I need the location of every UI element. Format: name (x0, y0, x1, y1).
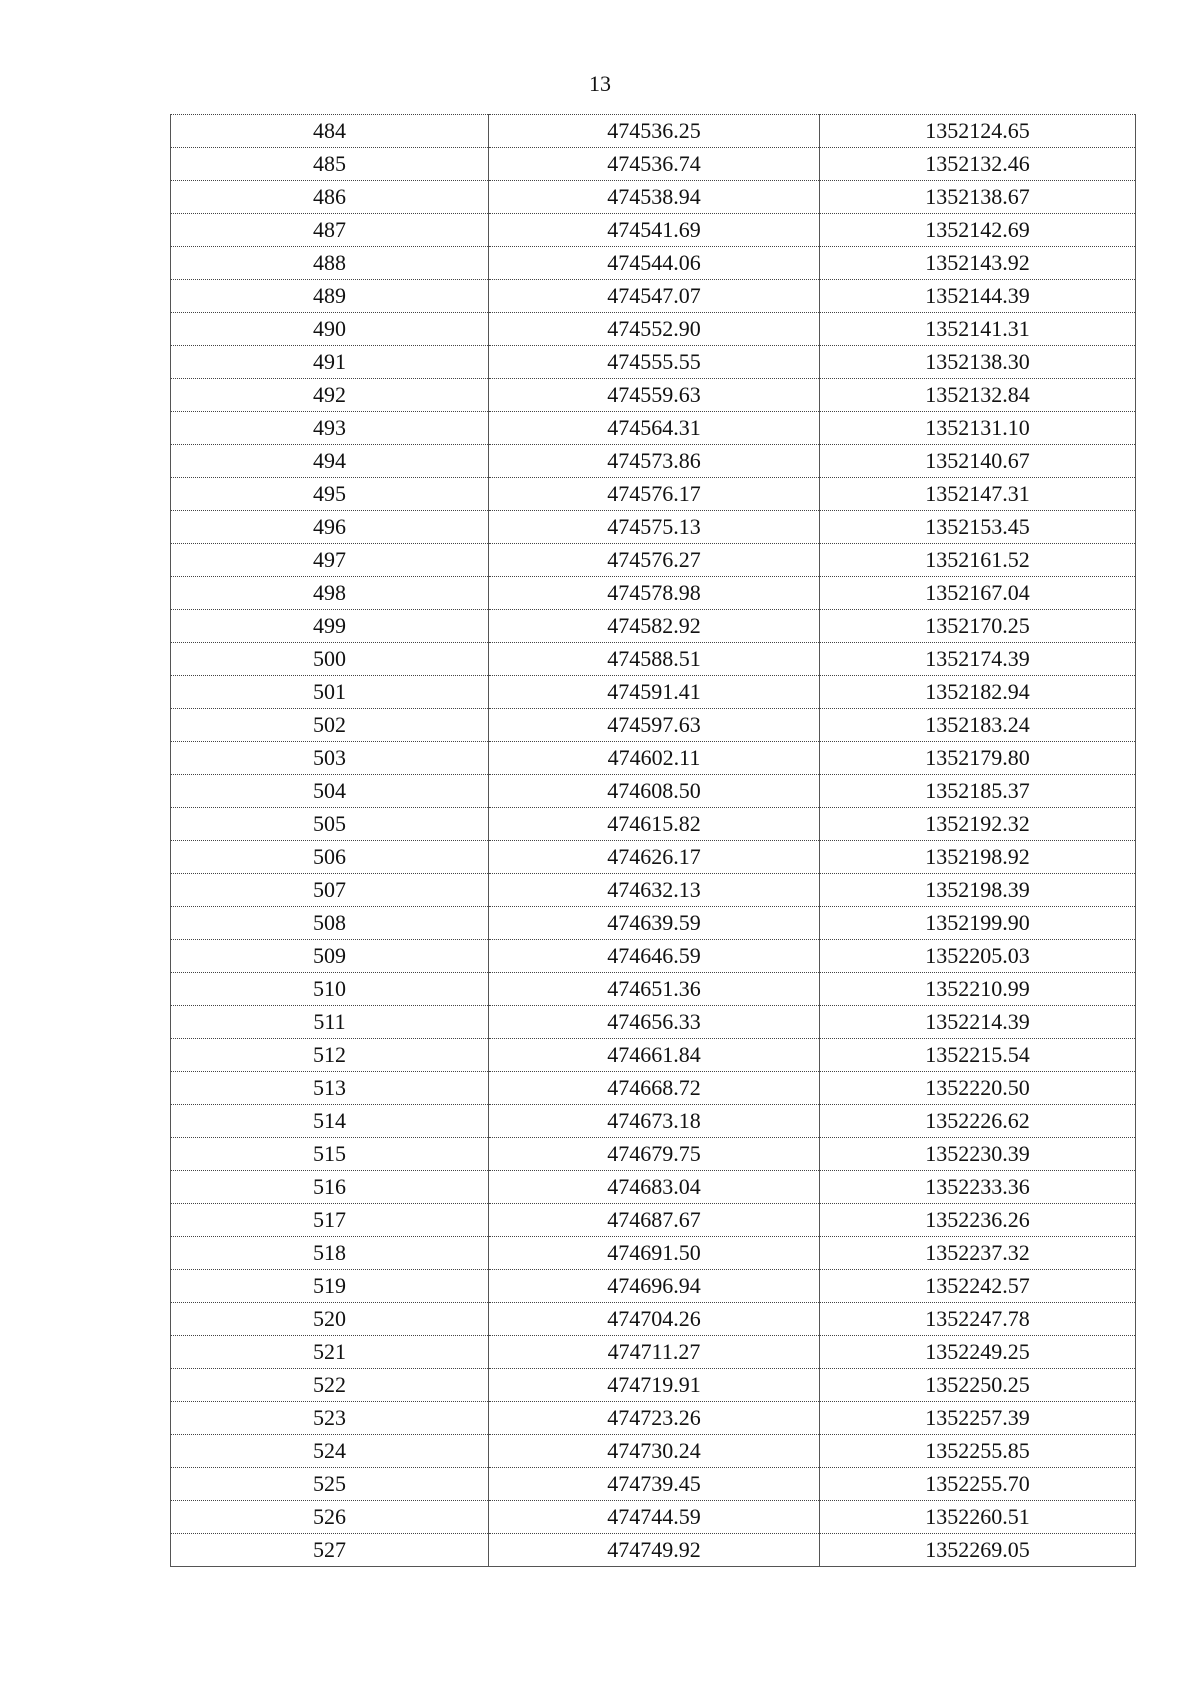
x-coordinate-cell: 474578.98 (489, 577, 820, 610)
table-row (171, 214, 1136, 247)
point-number-cell: 509 (171, 940, 489, 973)
x-coordinate-cell: 474582.92 (489, 610, 820, 643)
x-coordinate-cell: 474661.84 (489, 1039, 820, 1072)
table-row (171, 511, 1136, 544)
y-coordinate-cell: 1352182.94 (820, 676, 1136, 709)
y-coordinate-cell: 1352198.39 (820, 874, 1136, 907)
point-number-cell: 516 (171, 1171, 489, 1204)
x-coordinate-cell: 474632.13 (489, 874, 820, 907)
point-number-cell: 513 (171, 1072, 489, 1105)
y-coordinate-cell: 1352138.30 (820, 346, 1136, 379)
x-coordinate-cell: 474696.94 (489, 1270, 820, 1303)
x-coordinate-cell: 474576.17 (489, 478, 820, 511)
point-number-cell: 490 (171, 313, 489, 346)
table-row (171, 346, 1136, 379)
point-number-cell: 487 (171, 214, 489, 247)
table-row (171, 247, 1136, 280)
y-coordinate-cell: 1352236.26 (820, 1204, 1136, 1237)
table-row (171, 1435, 1136, 1468)
point-number-cell: 498 (171, 577, 489, 610)
x-coordinate-cell: 474541.69 (489, 214, 820, 247)
x-coordinate-cell: 474679.75 (489, 1138, 820, 1171)
point-number-cell: 520 (171, 1303, 489, 1336)
table-row (171, 115, 1136, 148)
table-row (171, 907, 1136, 940)
table-row (171, 544, 1136, 577)
x-coordinate-cell: 474591.41 (489, 676, 820, 709)
point-number-cell: 518 (171, 1237, 489, 1270)
x-coordinate-cell: 474552.90 (489, 313, 820, 346)
y-coordinate-cell: 1352255.85 (820, 1435, 1136, 1468)
y-coordinate-cell: 1352174.39 (820, 643, 1136, 676)
x-coordinate-cell: 474744.59 (489, 1501, 820, 1534)
x-coordinate-cell: 474575.13 (489, 511, 820, 544)
table-row (171, 577, 1136, 610)
x-coordinate-cell: 474626.17 (489, 841, 820, 874)
table-row (171, 643, 1136, 676)
point-number-cell: 506 (171, 841, 489, 874)
x-coordinate-cell: 474668.72 (489, 1072, 820, 1105)
table-row (171, 1369, 1136, 1402)
table-row (171, 1204, 1136, 1237)
table-row (171, 478, 1136, 511)
y-coordinate-cell: 1352142.69 (820, 214, 1136, 247)
y-coordinate-cell: 1352141.31 (820, 313, 1136, 346)
y-coordinate-cell: 1352237.32 (820, 1237, 1136, 1270)
y-coordinate-cell: 1352143.92 (820, 247, 1136, 280)
y-coordinate-cell: 1352153.45 (820, 511, 1136, 544)
y-coordinate-cell: 1352131.10 (820, 412, 1136, 445)
point-number-cell: 525 (171, 1468, 489, 1501)
point-number-cell: 508 (171, 907, 489, 940)
table-row (171, 808, 1136, 841)
y-coordinate-cell: 1352233.36 (820, 1171, 1136, 1204)
y-coordinate-cell: 1352183.24 (820, 709, 1136, 742)
point-number-cell: 514 (171, 1105, 489, 1138)
y-coordinate-cell: 1352247.78 (820, 1303, 1136, 1336)
table-row (171, 313, 1136, 346)
x-coordinate-cell: 474719.91 (489, 1369, 820, 1402)
y-coordinate-cell: 1352124.65 (820, 115, 1136, 148)
y-coordinate-cell: 1352260.51 (820, 1501, 1136, 1534)
x-coordinate-cell: 474536.74 (489, 148, 820, 181)
x-coordinate-cell: 474687.67 (489, 1204, 820, 1237)
point-number-cell: 507 (171, 874, 489, 907)
y-coordinate-cell: 1352138.67 (820, 181, 1136, 214)
point-number-cell: 488 (171, 247, 489, 280)
point-number-cell: 519 (171, 1270, 489, 1303)
x-coordinate-cell: 474573.86 (489, 445, 820, 478)
point-number-cell: 492 (171, 379, 489, 412)
table-row (171, 874, 1136, 907)
table-row (171, 1501, 1136, 1534)
point-number-cell: 495 (171, 478, 489, 511)
y-coordinate-cell: 1352199.90 (820, 907, 1136, 940)
x-coordinate-cell: 474730.24 (489, 1435, 820, 1468)
table-row (171, 709, 1136, 742)
table-row (171, 1303, 1136, 1336)
y-coordinate-cell: 1352132.84 (820, 379, 1136, 412)
y-coordinate-cell: 1352257.39 (820, 1402, 1136, 1435)
point-number-cell: 517 (171, 1204, 489, 1237)
table-row (171, 1138, 1136, 1171)
x-coordinate-cell: 474536.25 (489, 115, 820, 148)
point-number-cell: 521 (171, 1336, 489, 1369)
point-number-cell: 491 (171, 346, 489, 379)
point-number-cell: 515 (171, 1138, 489, 1171)
x-coordinate-cell: 474683.04 (489, 1171, 820, 1204)
point-number-cell: 511 (171, 1006, 489, 1039)
table-row (171, 940, 1136, 973)
table-row (171, 1237, 1136, 1270)
point-number-cell: 489 (171, 280, 489, 313)
y-coordinate-cell: 1352144.39 (820, 280, 1136, 313)
point-number-cell: 502 (171, 709, 489, 742)
table-row (171, 1534, 1136, 1567)
x-coordinate-cell: 474615.82 (489, 808, 820, 841)
y-coordinate-cell: 1352250.25 (820, 1369, 1136, 1402)
point-number-cell: 486 (171, 181, 489, 214)
coordinates-table (170, 114, 1136, 1567)
y-coordinate-cell: 1352210.99 (820, 973, 1136, 1006)
point-number-cell: 485 (171, 148, 489, 181)
point-number-cell: 505 (171, 808, 489, 841)
y-coordinate-cell: 1352215.54 (820, 1039, 1136, 1072)
point-number-cell: 497 (171, 544, 489, 577)
x-coordinate-cell: 474588.51 (489, 643, 820, 676)
x-coordinate-cell: 474711.27 (489, 1336, 820, 1369)
table-row (171, 1072, 1136, 1105)
page-number: 13 (589, 71, 611, 96)
table-row (171, 1468, 1136, 1501)
table-row (171, 1270, 1136, 1303)
x-coordinate-cell: 474564.31 (489, 412, 820, 445)
table-row (171, 1006, 1136, 1039)
x-coordinate-cell: 474576.27 (489, 544, 820, 577)
y-coordinate-cell: 1352185.37 (820, 775, 1136, 808)
point-number-cell: 499 (171, 610, 489, 643)
table-row (171, 610, 1136, 643)
x-coordinate-cell: 474656.33 (489, 1006, 820, 1039)
x-coordinate-cell: 474646.59 (489, 940, 820, 973)
coordinates-table-body (171, 115, 1136, 1567)
point-number-cell: 501 (171, 676, 489, 709)
point-number-cell: 522 (171, 1369, 489, 1402)
y-coordinate-cell: 1352192.32 (820, 808, 1136, 841)
x-coordinate-cell: 474639.59 (489, 907, 820, 940)
y-coordinate-cell: 1352214.39 (820, 1006, 1136, 1039)
y-coordinate-cell: 1352242.57 (820, 1270, 1136, 1303)
table-row (171, 445, 1136, 478)
y-coordinate-cell: 1352167.04 (820, 577, 1136, 610)
y-coordinate-cell: 1352132.46 (820, 148, 1136, 181)
x-coordinate-cell: 474538.94 (489, 181, 820, 214)
table-row (171, 1171, 1136, 1204)
point-number-cell: 484 (171, 115, 489, 148)
point-number-cell: 526 (171, 1501, 489, 1534)
table-row (171, 1402, 1136, 1435)
x-coordinate-cell: 474704.26 (489, 1303, 820, 1336)
x-coordinate-cell: 474608.50 (489, 775, 820, 808)
table-row (171, 676, 1136, 709)
x-coordinate-cell: 474651.36 (489, 973, 820, 1006)
y-coordinate-cell: 1352205.03 (820, 940, 1136, 973)
point-number-cell: 504 (171, 775, 489, 808)
table-row (171, 379, 1136, 412)
x-coordinate-cell: 474723.26 (489, 1402, 820, 1435)
table-row (171, 775, 1136, 808)
x-coordinate-cell: 474691.50 (489, 1237, 820, 1270)
table-row (171, 148, 1136, 181)
y-coordinate-cell: 1352255.70 (820, 1468, 1136, 1501)
point-number-cell: 524 (171, 1435, 489, 1468)
x-coordinate-cell: 474559.63 (489, 379, 820, 412)
table-row (171, 841, 1136, 874)
table-row (171, 1105, 1136, 1138)
point-number-cell: 503 (171, 742, 489, 775)
point-number-cell: 512 (171, 1039, 489, 1072)
point-number-cell: 493 (171, 412, 489, 445)
x-coordinate-cell: 474547.07 (489, 280, 820, 313)
x-coordinate-cell: 474555.55 (489, 346, 820, 379)
point-number-cell: 496 (171, 511, 489, 544)
x-coordinate-cell: 474544.06 (489, 247, 820, 280)
point-number-cell: 523 (171, 1402, 489, 1435)
point-number-cell: 494 (171, 445, 489, 478)
y-coordinate-cell: 1352269.05 (820, 1534, 1136, 1567)
table-row (171, 181, 1136, 214)
x-coordinate-cell: 474673.18 (489, 1105, 820, 1138)
y-coordinate-cell: 1352230.39 (820, 1138, 1136, 1171)
y-coordinate-cell: 1352249.25 (820, 1336, 1136, 1369)
y-coordinate-cell: 1352147.31 (820, 478, 1136, 511)
y-coordinate-cell: 1352220.50 (820, 1072, 1136, 1105)
y-coordinate-cell: 1352170.25 (820, 610, 1136, 643)
x-coordinate-cell: 474602.11 (489, 742, 820, 775)
table-row (171, 742, 1136, 775)
y-coordinate-cell: 1352226.62 (820, 1105, 1136, 1138)
table-row (171, 412, 1136, 445)
y-coordinate-cell: 1352161.52 (820, 544, 1136, 577)
x-coordinate-cell: 474749.92 (489, 1534, 820, 1567)
x-coordinate-cell: 474739.45 (489, 1468, 820, 1501)
point-number-cell: 527 (171, 1534, 489, 1567)
y-coordinate-cell: 1352140.67 (820, 445, 1136, 478)
point-number-cell: 500 (171, 643, 489, 676)
x-coordinate-cell: 474597.63 (489, 709, 820, 742)
y-coordinate-cell: 1352198.92 (820, 841, 1136, 874)
point-number-cell: 510 (171, 973, 489, 1006)
table-row (171, 1336, 1136, 1369)
table-row (171, 1039, 1136, 1072)
table-row (171, 280, 1136, 313)
table-row (171, 973, 1136, 1006)
y-coordinate-cell: 1352179.80 (820, 742, 1136, 775)
